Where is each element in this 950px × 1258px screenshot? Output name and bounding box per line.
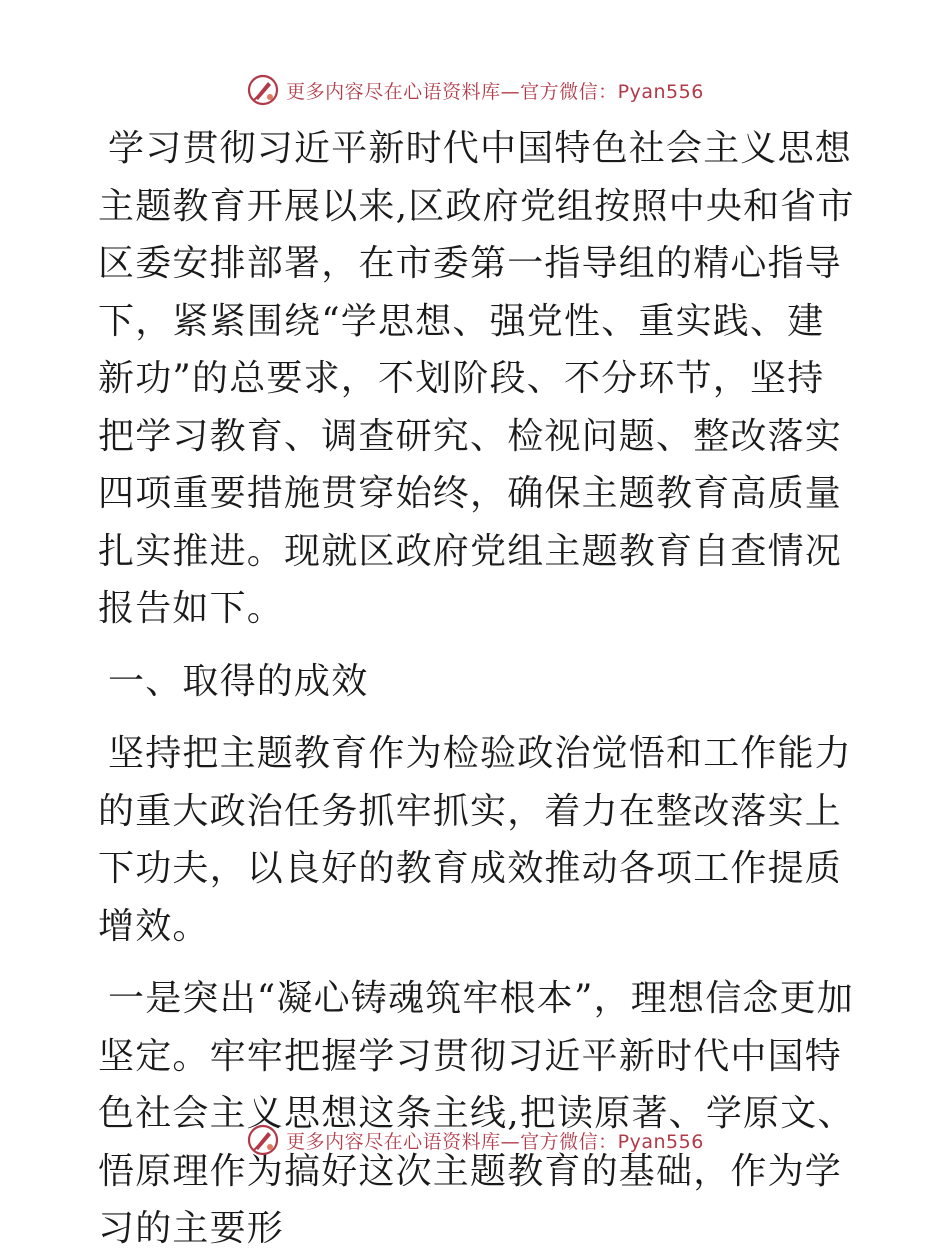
achievement-paragraph: 坚持把主题教育作为检验政治觉悟和工作能力的重大政治任务抓牢抓实，着力在整改落实上下功夫，以良好的教育成效推动各项工作提质增效。 (98, 733, 853, 947)
point-one-paragraph: 一是突出“凝心铸魂筑牢根本”，理想信念更加坚定。牢牢把握学习贯彻习近平新时代中国特色社会主义思想这条主线,把读原著、学原文、悟原理作为搞好这次主题教育的基础，作为学习的主要形 (98, 978, 855, 1249)
feather-pen-logo-icon (246, 73, 280, 107)
intro-paragraph: 学习贯彻习近平新时代中国特色社会主义思想主题教育开展以来,区政府党组按照中央和省市区委安排部署，在市委第一指导组的精心指导下，紧紧围绕“学思想、强党性、重实践、建新功”的总要求，不划阶段、不分环节，坚持把学习教育、调查研究、检视问题、整改落实四项重要措施贯穿始终，确保主题教育高质量扎实推进。现就区政府党组主题教育自查情况报告如下。 (98, 128, 855, 629)
header-watermark-banner (0, 70, 950, 110)
section-heading: 一、取得的成效 (108, 660, 369, 702)
feather-pen-logo-icon (246, 1123, 280, 1157)
footer-banner-text: 更多内容尽在心语资料库—官方微信：Pyan556 (286, 1130, 704, 1153)
document-body (98, 120, 858, 1258)
header-banner-text: 更多内容尽在心语资料库—官方微信：Pyan556 (286, 80, 704, 103)
footer-watermark-banner (0, 1120, 950, 1160)
